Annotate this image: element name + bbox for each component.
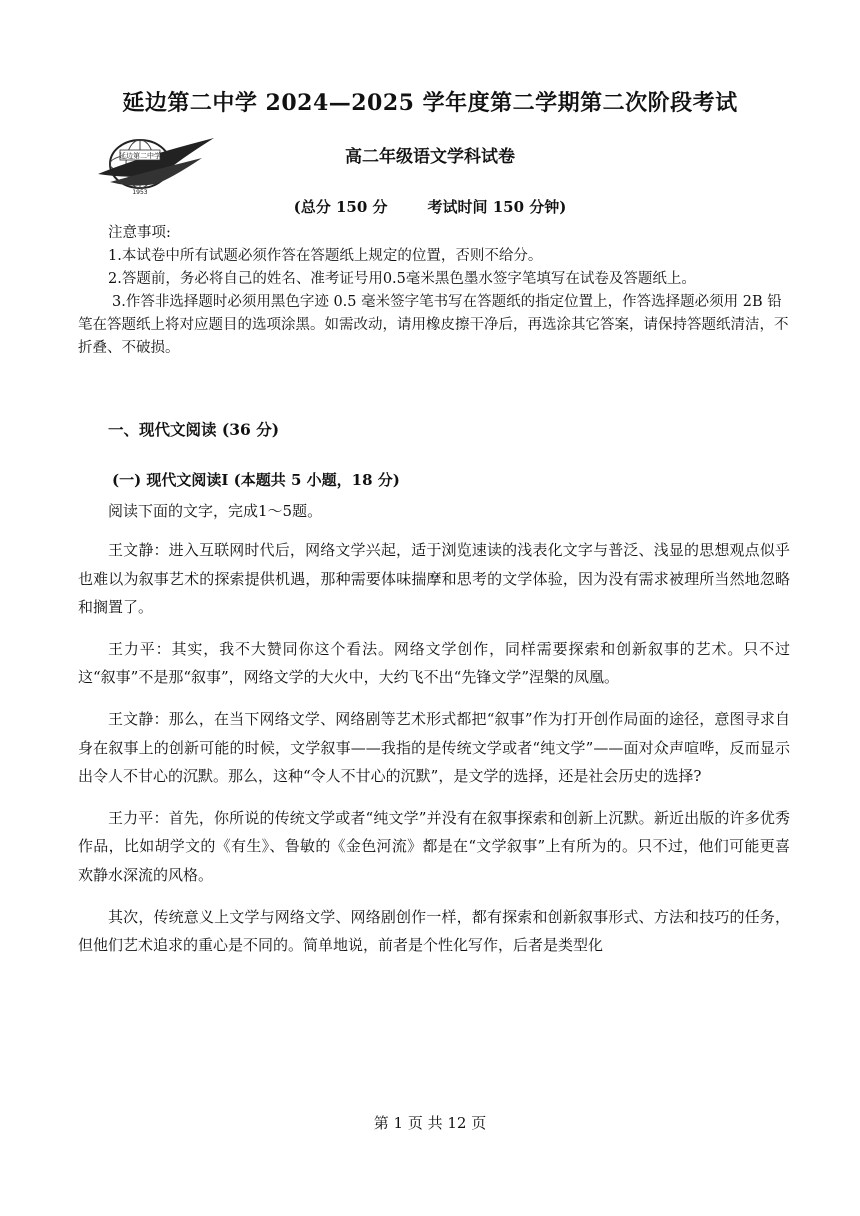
total-score: (总分 150 分	[293, 198, 388, 216]
exam-title: 延边第二中学 2024—2025 学年度第二学期第二次阶段考试	[122, 90, 738, 116]
subsection-heading: (一) 现代文阅读Ⅰ (本题共 5 小题，18 分)	[112, 471, 400, 489]
exam-subtitle: 高二年级语文学科试卷	[345, 147, 515, 167]
exam-time: 考试时间 150 分钟)	[427, 198, 567, 216]
section-heading: 一、现代文阅读 (36 分)	[108, 420, 280, 439]
reading-instruction: 阅读下面的文字，完成1～5题。	[108, 502, 323, 520]
notice-item: 1.本试卷中所有试题必须作答在答题纸上规定的位置，否则不给分。	[108, 248, 543, 264]
passage-paragraph: 王文静：那么，在当下网络文学、网络剧等艺术形式都把“叙事”作为打开创作局面的途径，意图寻求自身在叙事上的创新可能的时候，文学叙事——我指的是传统文学或者“纯文学”——面对众声喧哗，反而显示出令人不甘心的沉默。那么，这种“令人不甘心的沉默”，是文学的选择，还是社会历史的选择?	[78, 709, 790, 786]
notice-heading: 注意事项:	[108, 225, 171, 241]
emblem-school-name: 延边第二中学	[119, 152, 161, 160]
page-number: 第 1 页 共 12 页	[373, 1114, 487, 1132]
score-time-line	[0, 196, 860, 217]
passage-paragraph: 王文静：进入互联网时代后，网络文学兴起，适于浏览速读的浅表化文字与普泛、浅显的思想观点似乎也难以为叙事艺术的探索提供机遇，那种需要体味揣摩和思考的文学体验，因为没有需求被理所当然地忽略和搁置了。	[78, 541, 790, 617]
reading-passage	[78, 536, 790, 973]
passage-paragraph: 王力平：首先，你所说的传统文学或者“纯文学”并没有在叙事探索和创新上沉默。新近出版的许多优秀作品，比如胡学文的《有生》、鲁敏的《金色河流》都是在“文学叙事”上有所为的。只不过，他们可能更喜欢静水深流的风格。	[78, 808, 790, 884]
emblem-year: 1953	[132, 189, 148, 196]
notice-block	[78, 222, 790, 360]
notice-item: 3.作答非选择题时必须用黑色字迹 0.5 毫米签字笔书写在答题纸的指定位置上，作答选择题必须用 2B 铅笔在答题纸上将对应题目的选项涂黑。如需改动，请用橡皮擦干净后，再选涂其它答案，请保持答题纸清洁，不折叠、不破损。	[78, 294, 789, 356]
passage-paragraph: 王力平：其实，我不大赞同你这个看法。网络文学创作，同样需要探索和创新叙事的艺术。只不过这“叙事”不是那“叙事”，网络文学的大火中，大约飞不出“先锋文学”涅槃的凤凰。	[78, 639, 790, 687]
passage-paragraph: 其次，传统意义上文学与网络文学、网络剧创作一样，都有探索和创新叙事形式、方法和技巧的任务，但他们艺术追求的重心是不同的。简单地说，前者是个性化写作，后者是类型化	[78, 907, 790, 955]
notice-item: 2.答题前，务必将自己的姓名、准考证号用0.5毫米黑色墨水签字笔填写在试卷及答题纸上。	[108, 271, 696, 287]
